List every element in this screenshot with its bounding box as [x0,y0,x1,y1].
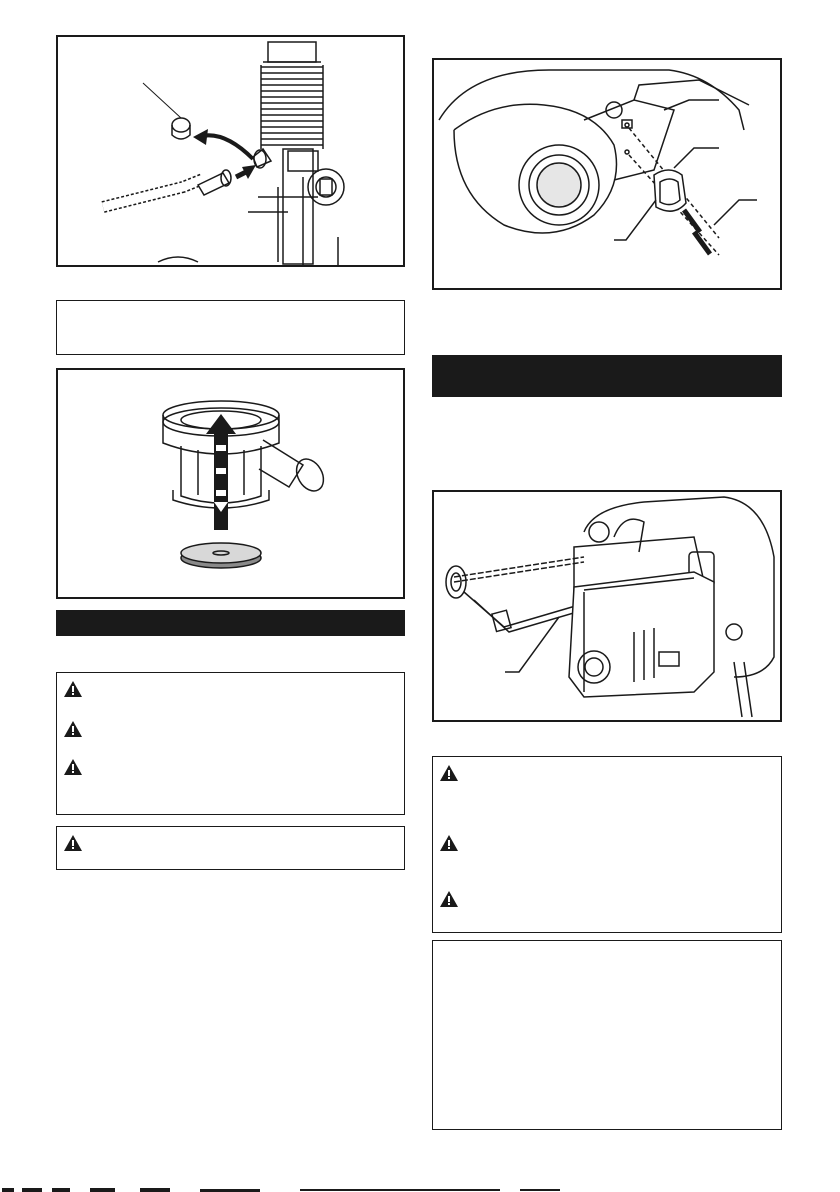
section-heading-banner-right [432,355,782,397]
figure-grip-mount [432,58,782,290]
warning-icon [64,835,82,851]
dust-extraction-attachment-illustration [434,492,780,720]
warning-icon [64,681,82,697]
note-box-right [432,940,782,1130]
warning-icon [440,835,458,851]
caution-box-left [56,826,405,870]
dust-cup-with-cap-illustration [58,370,403,597]
dust-hose-connection-illustration [58,37,403,265]
warning-box-right [432,756,782,933]
section-heading-banner-left [56,610,405,636]
note-box [56,300,405,355]
page-footer [0,1186,840,1192]
warning-icon [440,891,458,907]
figure-hose-connection [56,35,405,267]
figure-dust-cup-cap [56,368,405,599]
warning-icon [64,759,82,775]
warning-box-left [56,672,405,815]
warning-icon [440,765,458,781]
tool-grip-mount-illustration [434,60,780,288]
figure-dust-extractor [432,490,782,722]
warning-icon [64,721,82,737]
